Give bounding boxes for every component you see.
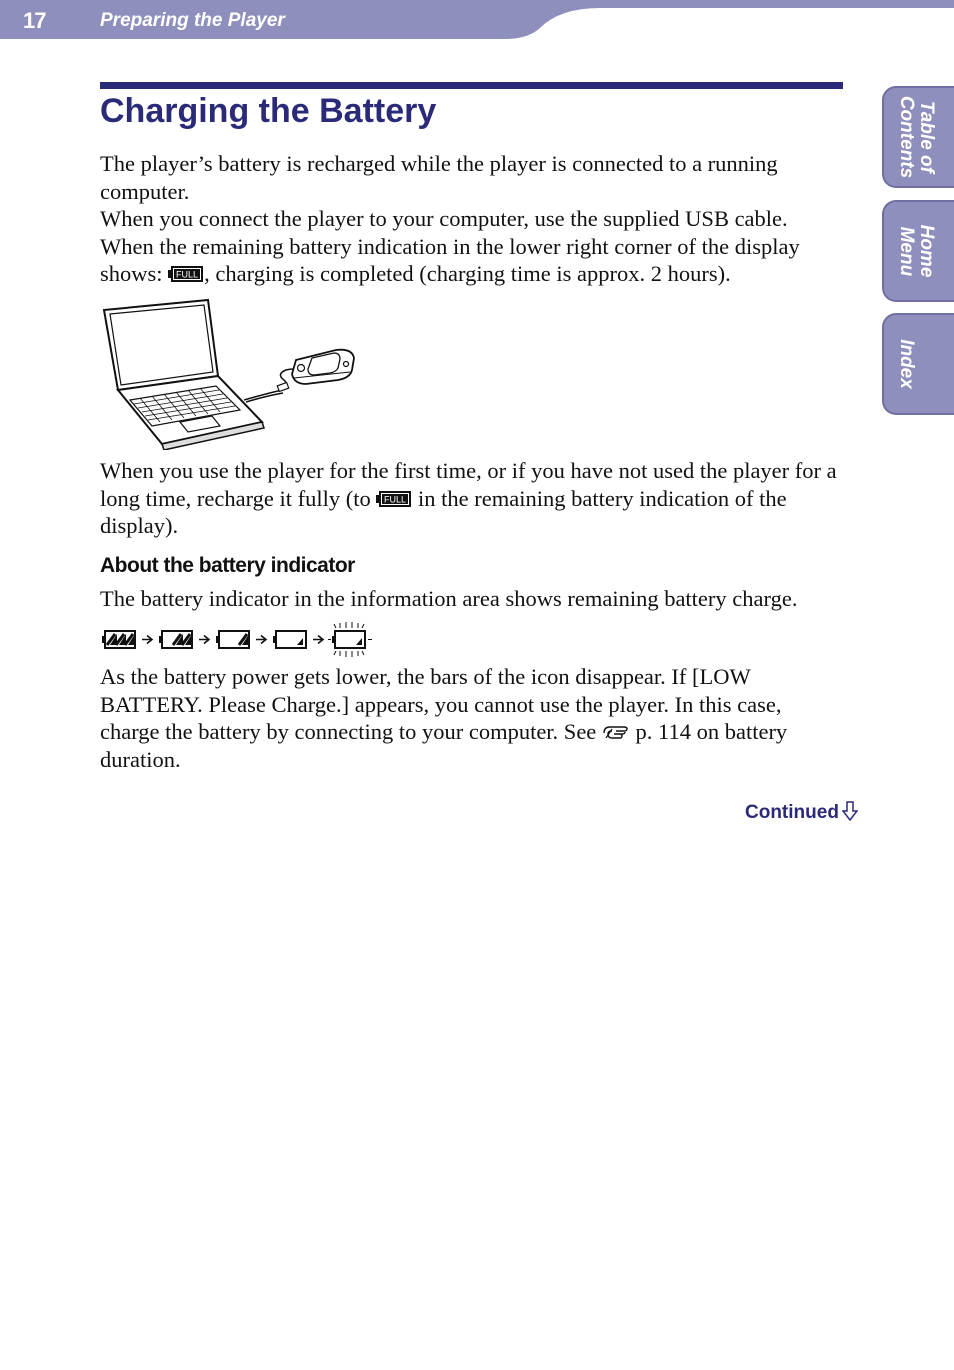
- battery-level-0-icon: [273, 631, 306, 648]
- low-battery-text-1: As the battery power gets lower, the bars of the icon disappear. If [LOW BATTERY. Please Charge.] appears, you cannot use the player. In this case, charge the battery by connecting to your computer. See: [100, 664, 782, 744]
- first-use-text-2: in the remaining battery indication of the display).: [100, 485, 787, 538]
- tab-table-of-contents[interactable]: [882, 86, 954, 188]
- first-use-paragraph: [100, 457, 845, 540]
- down-arrow-icon: [842, 801, 858, 821]
- low-battery-paragraph: [100, 663, 845, 773]
- full-battery-icon: [168, 265, 204, 283]
- battery-level-3-icon: [102, 631, 135, 648]
- page-number: 17: [23, 8, 46, 33]
- indicator-paragraph: The battery indicator in the information area shows remaining battery charge.: [100, 586, 798, 611]
- battery-level-sequence: [100, 622, 380, 658]
- full-battery-label: FULL: [176, 269, 199, 280]
- intro-text-1: The player’s battery is recharged while the player is connected to a running computer.: [100, 151, 778, 204]
- pointing-hand-icon: [602, 723, 630, 741]
- page-header: [0, 0, 954, 40]
- tab-home-label: Home Menu: [896, 224, 937, 278]
- tab-index[interactable]: [882, 313, 954, 415]
- arrow-right-icon: [256, 636, 266, 644]
- continued-link[interactable]: [745, 801, 858, 824]
- arrow-right-icon: [199, 636, 209, 644]
- page-title: Charging the Battery: [100, 92, 437, 130]
- continued-label: Continued: [745, 802, 839, 823]
- laptop-player-illustration: [100, 298, 360, 450]
- first-use-text-1: When you use the player for the first time, or if you have not used the player for a long time, recharge it fully (to: [100, 458, 837, 511]
- tab-toc-label: Table of Contents: [896, 95, 937, 179]
- arrow-right-icon: [142, 636, 152, 644]
- battery-indicator-heading: About the battery indicator: [100, 554, 355, 577]
- arrow-right-icon: [313, 636, 323, 644]
- intro-paragraph: [100, 150, 845, 288]
- battery-level-1-icon: [216, 631, 249, 648]
- tab-index-label: Index: [896, 339, 917, 389]
- section-title: Preparing the Player: [100, 10, 285, 31]
- intro-text-2: When you connect the player to your computer, use the supplied USB cable. When the remaining battery indication in the lower right corner of the display shows:: [100, 206, 800, 286]
- full-battery-icon: [376, 490, 412, 508]
- flashing-battery-icon: [328, 622, 372, 657]
- intro-text-3: , charging is completed (charging time is approx. 2 hours).: [204, 261, 731, 286]
- battery-level-2-icon: [159, 631, 192, 648]
- full-battery-label-2: FULL: [384, 494, 407, 504]
- tab-home-menu[interactable]: [882, 200, 954, 302]
- low-battery-text-2: p. 114 on battery duration.: [100, 719, 788, 772]
- title-rule: [100, 82, 843, 89]
